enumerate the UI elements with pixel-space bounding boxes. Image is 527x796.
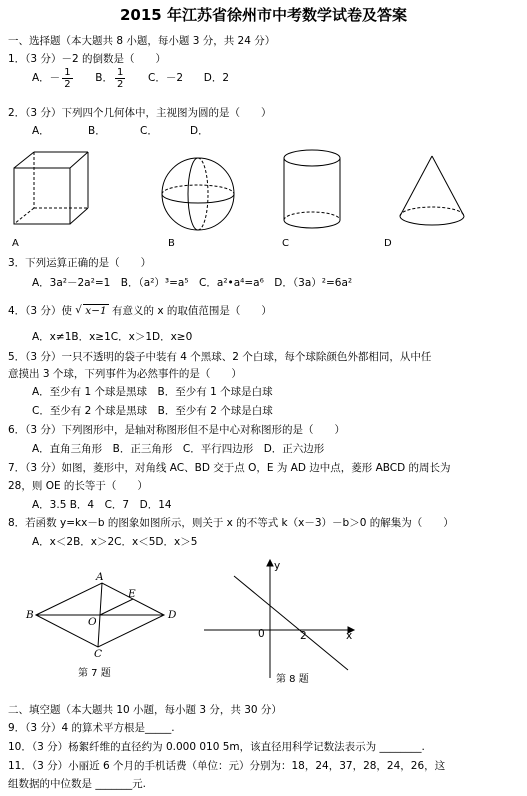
rhombus-point-e: E [128,588,136,600]
rhombus-point-a: A [96,571,104,583]
cone-figure [396,154,468,232]
q2-figure-label-b: B [168,238,175,249]
question-2-stem: 2．（3 分）下列四个几何体中，主视图为圆的是（ ） [8,107,272,119]
q1-option-a-prefix: A．－ [32,72,61,84]
q4-stem-end: 有意义的 x 的取值范围是（ ） [112,305,272,317]
section-2-heading: 二、填空题（本大题共 10 小题，每小题 3 分，共 30 分） [8,704,282,716]
question-8-stem: 8．若函数 y=kx－b 的图象如图所示，则关于 x 的不等式 k（x－3）－b＞0 的解集为（ ） [8,517,454,529]
question-1-stem: 1．（3 分）－2 的倒数是（ ） [8,53,166,65]
q1-option-c: C．－2 [148,72,184,84]
q2-option-d: D． [190,125,209,137]
figure-7-caption: 第 7 题 [78,668,111,679]
question-9: 9．（3 分）4 的算术平方根是_____. [8,722,175,734]
graph-axis-x-label: x [346,630,353,642]
q2-figure-label-d: D [384,238,392,249]
question-5-stem-line-2: 意摸出 3 个球，下列事件为必然事件的是（ ） [8,368,242,380]
q1-option-a-fraction: $\frac{1}{2}$ [64,66,71,90]
cylinder-figure [280,148,344,232]
q4-stem-start: 4．（3 分）使 [8,305,72,317]
question-7-options: A．3.5 B．4 C．7 D．14 [32,499,172,511]
question-5-options-ab: A．至少有 1 个球是黑球 B．至少有 1 个球是白球 [32,386,273,398]
sqrt-radical: √ x−1 [75,304,107,317]
question-11-line-2: 组数据的中位数是 _______元. [8,778,146,790]
line-graph-figure [200,560,360,680]
question-1-options [32,66,229,90]
question-6-stem: 6．（3 分）下列图形中，是轴对称图形但不是中心对称图形的是（ ） [8,424,345,436]
graph-tick-label: 2 [300,630,307,642]
question-6-options: A．直角三角形 B．正三角形 C．平行四边形 D．正六边形 [32,443,325,455]
question-7-stem-line-2: 28，则 OE 的长等于（ ） [8,480,148,492]
rhombus-point-d: D [168,609,177,621]
graph-axis-y-label: y [274,560,281,572]
question-3-options: A．3a²－2a²=1 B．（a²）³=a⁵ C．a²•a⁴=a⁶ D．（3a）²=6a² [32,277,353,289]
q2-option-b: B． [88,125,106,137]
question-4-options: A．x≠1B．x≥1C．x＞1D．x≥0 [32,331,193,343]
sphere-figure [160,156,236,232]
question-10: 10．（3 分）杨絮纤维的直径约为 0.000 010 5m，该直径用科学记数法表示为 ________. [8,741,425,753]
question-8-options: A．x＜2B．x＞2C．x＜5D．x＞5 [32,536,198,548]
q2-figure-label-a: A [12,238,19,249]
question-5-stem-line-1: 5．（3 分）一只不透明的袋子中装有 4 个黑球、2 个白球，每个球除颜色外都相同，从中任 [8,351,432,363]
figure-8-caption: 第 8 题 [276,674,309,685]
q1-option-b-fraction: $\frac{1}{2}$ [116,66,124,90]
question-7-stem-line-1: 7．（3 分）如图，菱形中，对角线 AC、BD 交于点 O，E 为 AD 边中点，菱形 ABCD 的周长为 [8,462,451,474]
q1-option-d: D．2 [203,72,229,84]
q2-figure-label-c: C [282,238,289,249]
graph-origin-label: 0 [258,628,265,640]
question-11-line-1: 11．（3 分）小丽近 6 个月的手机话费（单位：元）分别为：18，24，37，28，24，26，这 [8,760,446,772]
q2-option-c: C． [140,125,158,137]
page-title: 2015 年江苏省徐州市中考数学试卷及答案 [120,6,407,24]
question-4-stem [8,302,272,320]
question-3-stem: 3．下列运算正确的是（ ） [8,257,152,269]
cube-figure [10,150,90,230]
section-1-heading: 一、选择题（本大题共 8 小题，每小题 3 分，共 24 分） [8,35,276,47]
q2-option-a: A． [32,125,50,137]
q1-option-b-prefix: B． [95,72,113,84]
rhombus-point-c: C [94,648,103,660]
rhombus-point-o: O [88,616,97,628]
rhombus-point-b: B [26,609,34,621]
question-5-options-cd: C．至少有 2 个球是黑球 B．至少有 2 个球是白球 [32,405,273,417]
